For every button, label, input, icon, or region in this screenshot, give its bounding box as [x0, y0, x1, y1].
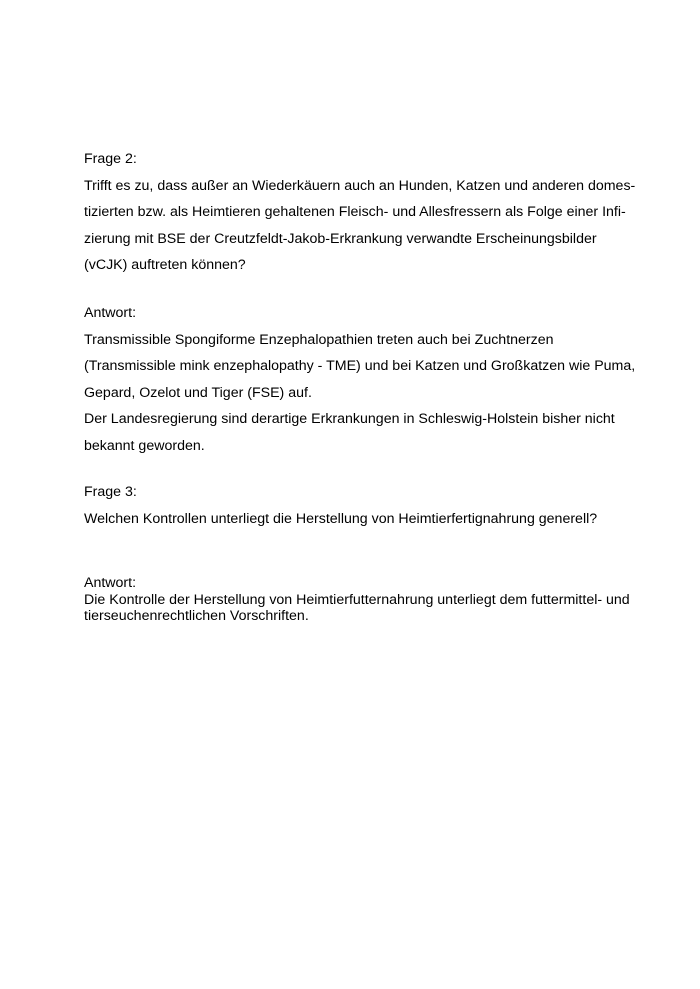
question-3-line: Welchen Kontrollen unterliegt die Herstellung von Heimtierfertignahrung generell?: [84, 510, 598, 527]
answer-2-line: Transmissible Spongiforme Enzephalopathien treten auch bei Zuchtnerzen: [84, 331, 554, 348]
question-2-heading: Frage 2:: [84, 151, 137, 167]
question-2-line: (vCJK) auftreten können?: [84, 257, 246, 273]
question-2-line: tizierten bzw. als Heimtieren gehaltenen Fleisch- und Allesfressern als Folge einer Infi-: [84, 204, 626, 220]
question-2-block: [84, 146, 636, 279]
answer-3-heading: Antwort:: [84, 575, 137, 591]
answer-2-heading: Antwort:: [84, 305, 137, 321]
question-3-block: [84, 479, 624, 532]
question-3-heading: Frage 3:: [84, 484, 137, 500]
answer-3-line: tierseuchenrechtlichen Vorschriften.: [84, 608, 309, 624]
answer-2-line: Gepard, Ozelot und Tiger (FSE) auf.: [84, 384, 312, 401]
question-2-line: Trifft es zu, dass außer an Wiederkäuern auch an Hunden, Katzen und anderen domes-: [84, 177, 636, 194]
answer-3-block: [84, 575, 630, 625]
question-2-line: zierung mit BSE der Creutzfeldt-Jakob-Erkrankung verwandte Erscheinungsbilder: [84, 230, 597, 247]
answer-2-block: [84, 300, 636, 459]
answer-2-line: (Transmissible mink enzephalopathy - TME) und bei Katzen und Großkatzen wie Puma,: [84, 358, 636, 374]
answer-3-line: Die Kontrolle der Herstellung von Heimtierfutternahrung unterliegt dem futtermittel- und: [84, 591, 630, 608]
answer-2-line: bekannt geworden.: [84, 437, 205, 454]
answer-2-line: Der Landesregierung sind derartige Erkrankungen in Schleswig-Holstein bisher nicht: [84, 411, 615, 427]
